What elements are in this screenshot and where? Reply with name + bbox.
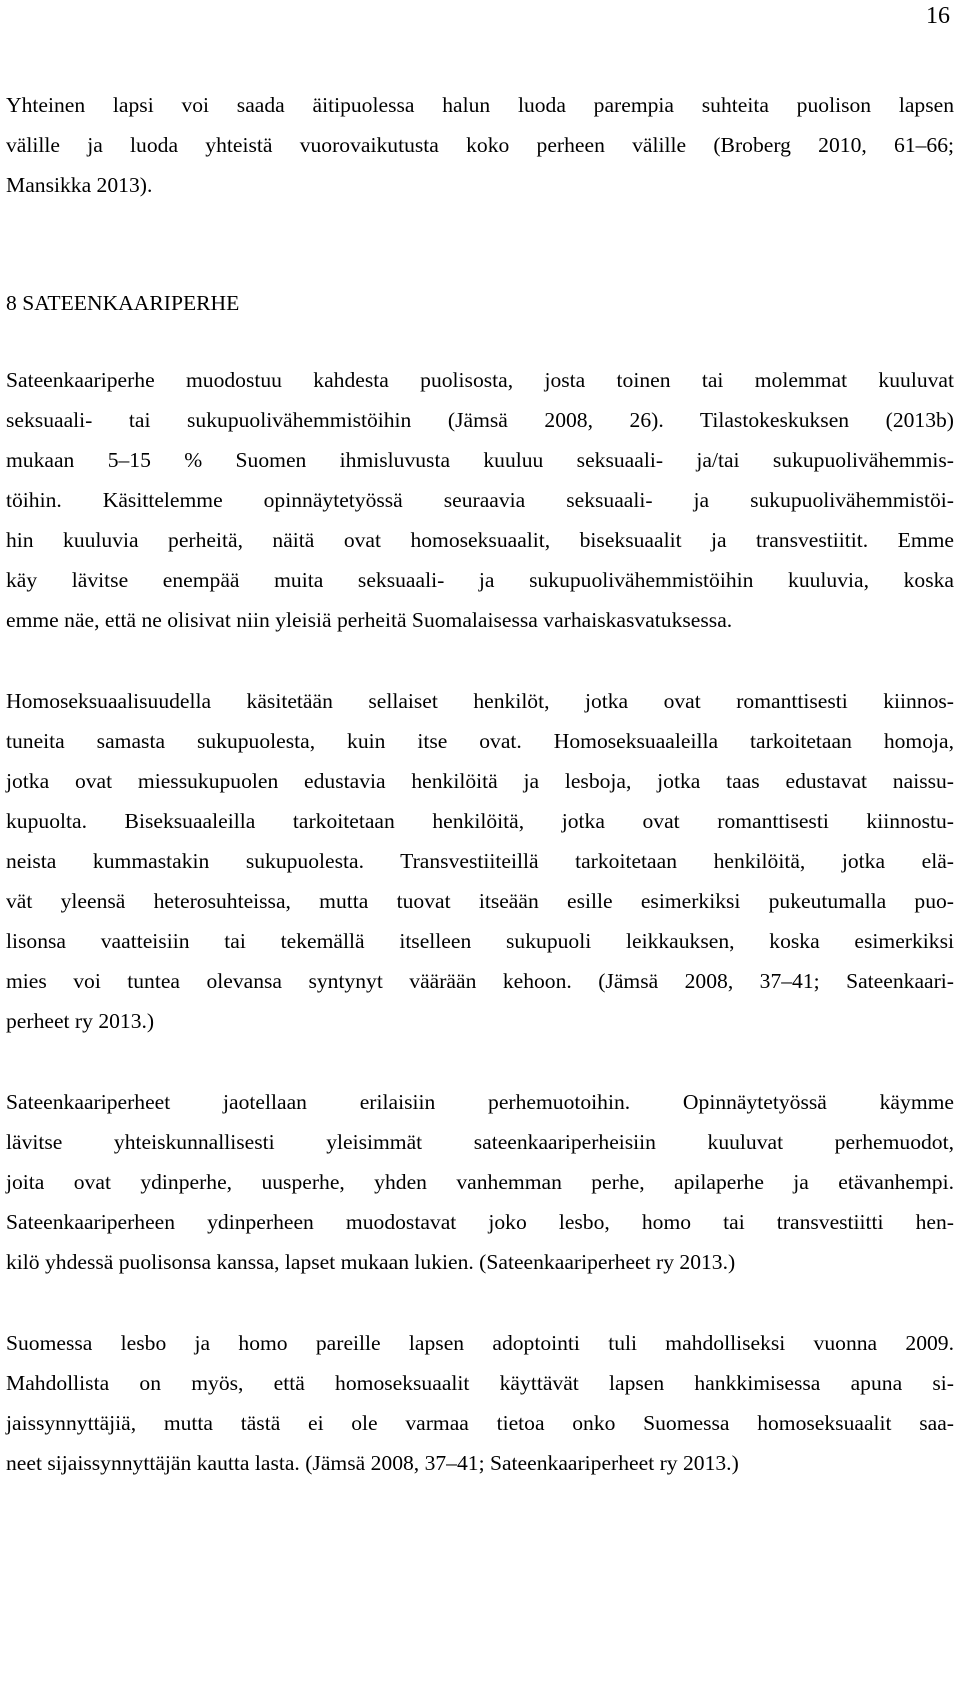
page-number: 16 [926, 3, 950, 29]
text-line: kilö yhdessä puolisonsa kanssa, lapset mukaan lukien. (Sateenkaariperheet ry 2013.) [6, 1250, 736, 1274]
paragraph [6, 360, 954, 640]
paragraph [6, 1323, 954, 1483]
text-line: neet sijaissynnyttäjän kautta lasta. (Jämsä 2008, 37–41; Sateenkaariperheet ry 2013.) [6, 1451, 739, 1475]
text-line: joita ovat ydinperhe, uusperhe, yhden vanhemman perhe, apilaperhe ja etävanhempi. [6, 1170, 954, 1194]
text-line: välille ja luoda yhteistä vuorovaikutusta koko perheen välille (Broberg 2010, 61–66; [6, 133, 954, 157]
text-line: lisonsa vaatteisiin tai tekemällä itselleen sukupuoli leikkauksen, koska esimerkiksi [6, 929, 954, 953]
text-line: töihin. Käsittelemme opinnäytetyössä seuraavia seksuaali- ja sukupuolivähemmistöi- [6, 488, 954, 512]
document-body [6, 85, 954, 1483]
intro-paragraph [6, 85, 954, 205]
text-line: kupuolta. Biseksuaaleilla tarkoitetaan henkilöitä, jotka ovat romanttisesti kiinnostu- [6, 809, 954, 833]
text-line: Suomessa lesbo ja homo pareille lapsen adoptointi tuli mahdolliseksi vuonna 2009. [6, 1331, 954, 1355]
text-line: seksuaali- tai sukupuolivähemmistöihin (Jämsä 2008, 26). Tilastokeskuksen (2013b) [6, 408, 954, 432]
paragraph [6, 681, 954, 1041]
text-line: emme näe, että ne olisivat niin yleisiä perheitä Suomalaisessa varhaiskasvatuksessa. [6, 608, 733, 632]
paragraph [6, 1082, 954, 1282]
text-line: jotka ovat miessukupuolen edustavia henkilöitä ja lesboja, jotka taas edustavat naissu- [6, 769, 954, 793]
text-line: käy lävitse enempää muita seksuaali- ja sukupuolivähemmistöihin kuuluvia, koska [6, 568, 954, 592]
text-line: Yhteinen lapsi voi saada äitipuolessa halun luoda parempia suhteita puolison lapsen [6, 93, 954, 117]
text-line: hin kuuluvia perheitä, näitä ovat homoseksuaalit, biseksuaalit ja transvestiitit. Emme [6, 528, 954, 552]
text-line: perheet ry 2013.) [6, 1009, 155, 1033]
text-line: Mahdollista on myös, että homoseksuaalit käyttävät lapsen hankkimisessa apuna si- [6, 1371, 954, 1395]
text-line: Sateenkaariperhe muodostuu kahdesta puolisosta, josta toinen tai molemmat kuuluvat [6, 368, 954, 392]
text-line: mies voi tuntea olevansa syntynyt väärään kehoon. (Jämsä 2008, 37–41; Sateenkaari- [6, 969, 954, 993]
text-line: jaissynnyttäjiä, mutta tästä ei ole varmaa tietoa onko Suomessa homoseksuaalit saa- [6, 1411, 954, 1435]
text-line: Mansikka 2013). [6, 173, 153, 197]
text-line: Sateenkaariperheen ydinperheen muodostavat joko lesbo, homo tai transvestiitti hen- [6, 1210, 954, 1234]
text-line: vät yleensä heterosuhteissa, mutta tuovat itseään esille esimerkiksi pukeutumalla puo- [6, 889, 954, 913]
text-line: Sateenkaariperheet jaotellaan erilaisiin perhemuotoihin. Opinnäytetyössä käymme [6, 1090, 954, 1114]
text-line: tuneita samasta sukupuolesta, kuin itse ovat. Homoseksuaaleilla tarkoitetaan homoja, [6, 729, 954, 753]
text-line: mukaan 5–15 % Suomen ihmisluvusta kuuluu seksuaali- ja/tai sukupuolivähemmis- [6, 448, 954, 472]
text-line: lävitse yhteiskunnallisesti yleisimmät sateenkaariperheisiin kuuluvat perhemuodot, [6, 1130, 954, 1154]
text-line: Homoseksuaalisuudella käsitetään sellaiset henkilöt, jotka ovat romanttisesti kiinnos- [6, 689, 954, 713]
text-line: neista kummastakin sukupuolesta. Transvestiiteillä tarkoitetaan henkilöitä, jotka elä- [6, 849, 954, 873]
section-heading: 8 SATEENKAARIPERHE [6, 291, 240, 315]
